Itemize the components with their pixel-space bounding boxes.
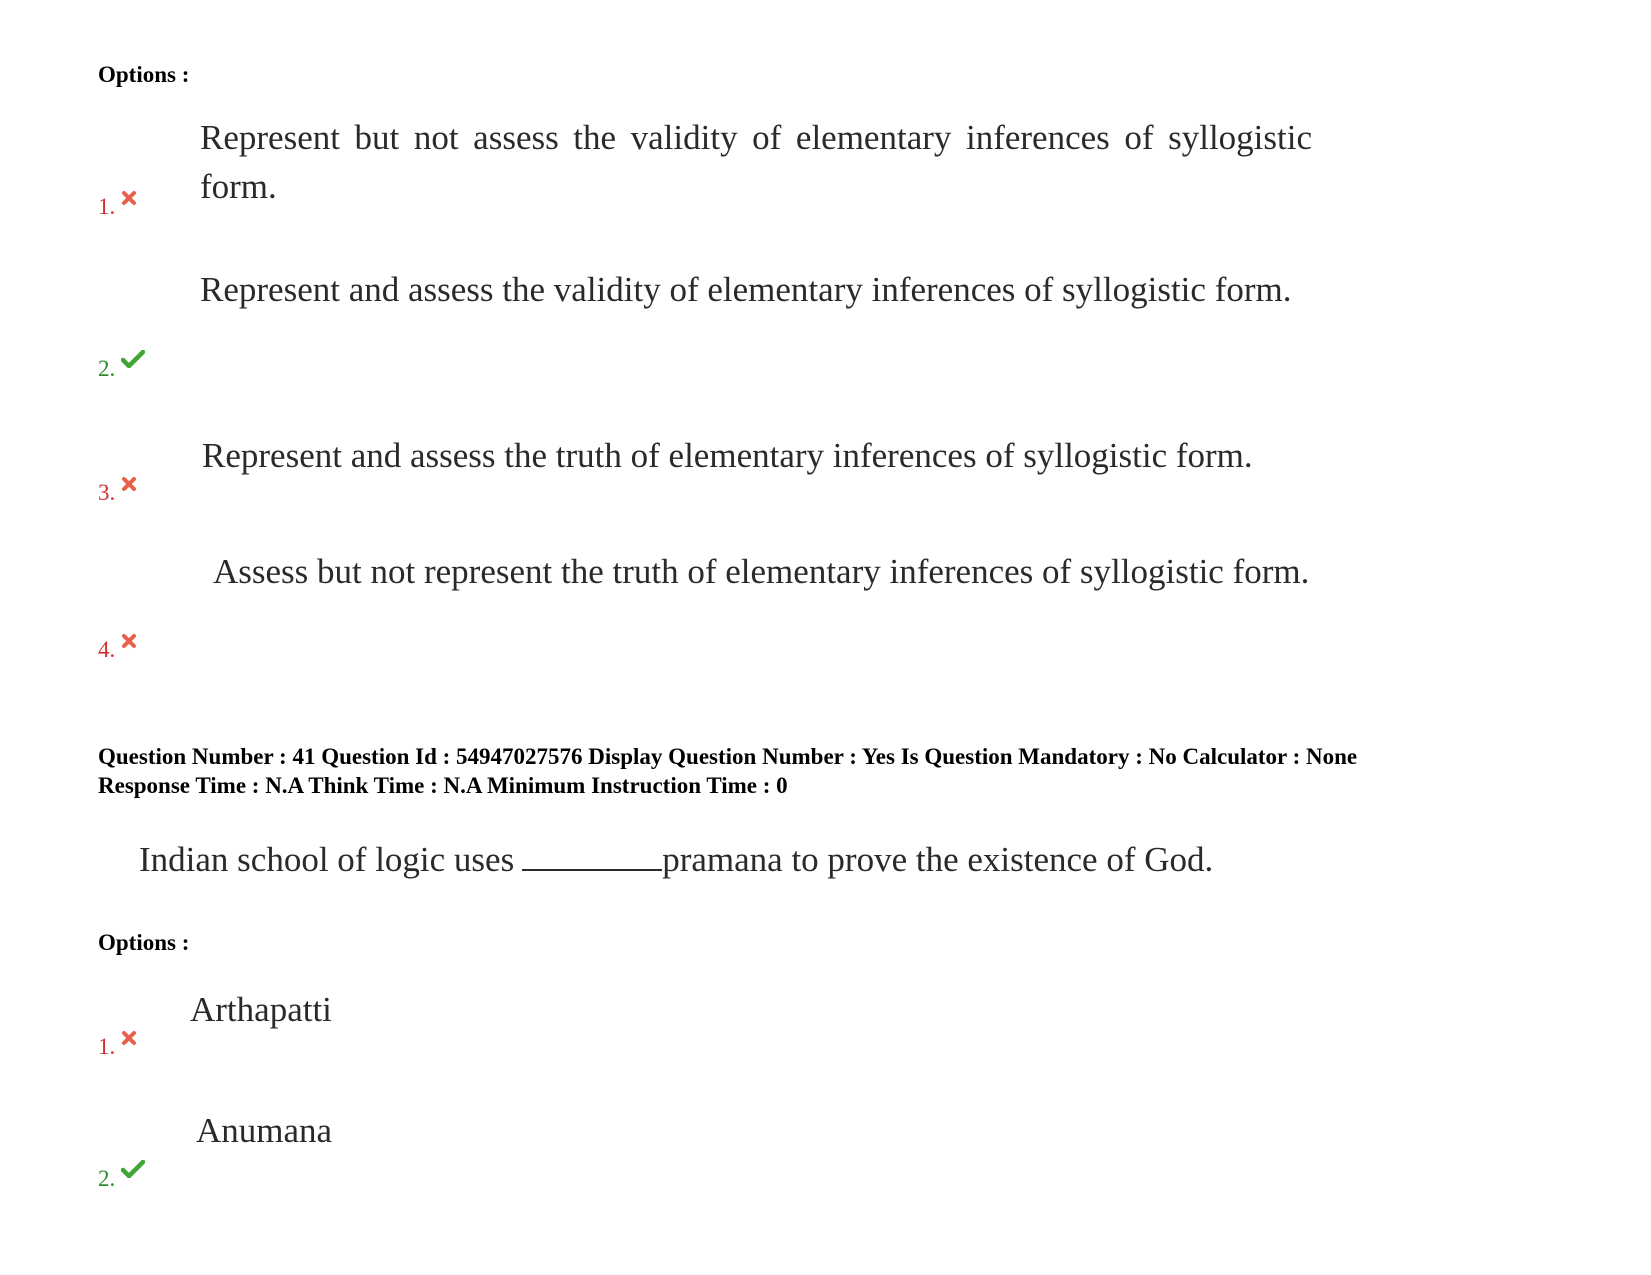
options-label: Options : [98,930,190,955]
question-meta-timing: Response Time : N.A Think Time : N.A Minimum Instruction Time : 0 [98,773,788,798]
cross-icon [121,186,137,212]
options-label: Options : [98,62,190,87]
option-text: Represent and assess the truth of elementary inferences of syllogistic form. [202,436,1253,475]
answer-blank [522,839,662,871]
option-number [98,637,137,663]
check-icon [121,1158,145,1184]
option-number-label: 4. [98,637,116,662]
option-number-label: 1. [98,194,116,219]
cross-icon [121,472,137,498]
option-text: Assess but not represent the truth of elementary inferences of syllogistic form. [213,552,1310,591]
option-number [98,480,137,506]
option-number-label: 2. [98,1166,116,1191]
option-number [98,1166,145,1192]
question-text [139,838,1213,882]
question-text-after-blank: pramana to prove the existence of God. [662,840,1214,879]
option-text: Represent but not assess the validity of elementary inferences of syllogistic form. [200,118,1312,206]
option-number [98,356,145,382]
option-text: Represent and assess the validity of elementary inferences of syllogistic form. [200,270,1292,309]
question-meta: Question Number : 41 Question Id : 54947027576 Display Question Number : Yes Is Question Mandatory : No Calculator : None [98,744,1358,769]
option-number [98,194,137,220]
option-number-label: 1. [98,1034,116,1059]
option-text: Anumana [196,1111,333,1150]
option-number [98,1034,137,1060]
check-icon [121,348,145,374]
option-number-label: 3. [98,480,116,505]
cross-icon [121,1026,137,1052]
question-text-before-blank: Indian school of logic uses [139,840,515,879]
option-text: Arthapatti [190,990,332,1029]
cross-icon [121,629,137,655]
option-number-label: 2. [98,356,116,381]
